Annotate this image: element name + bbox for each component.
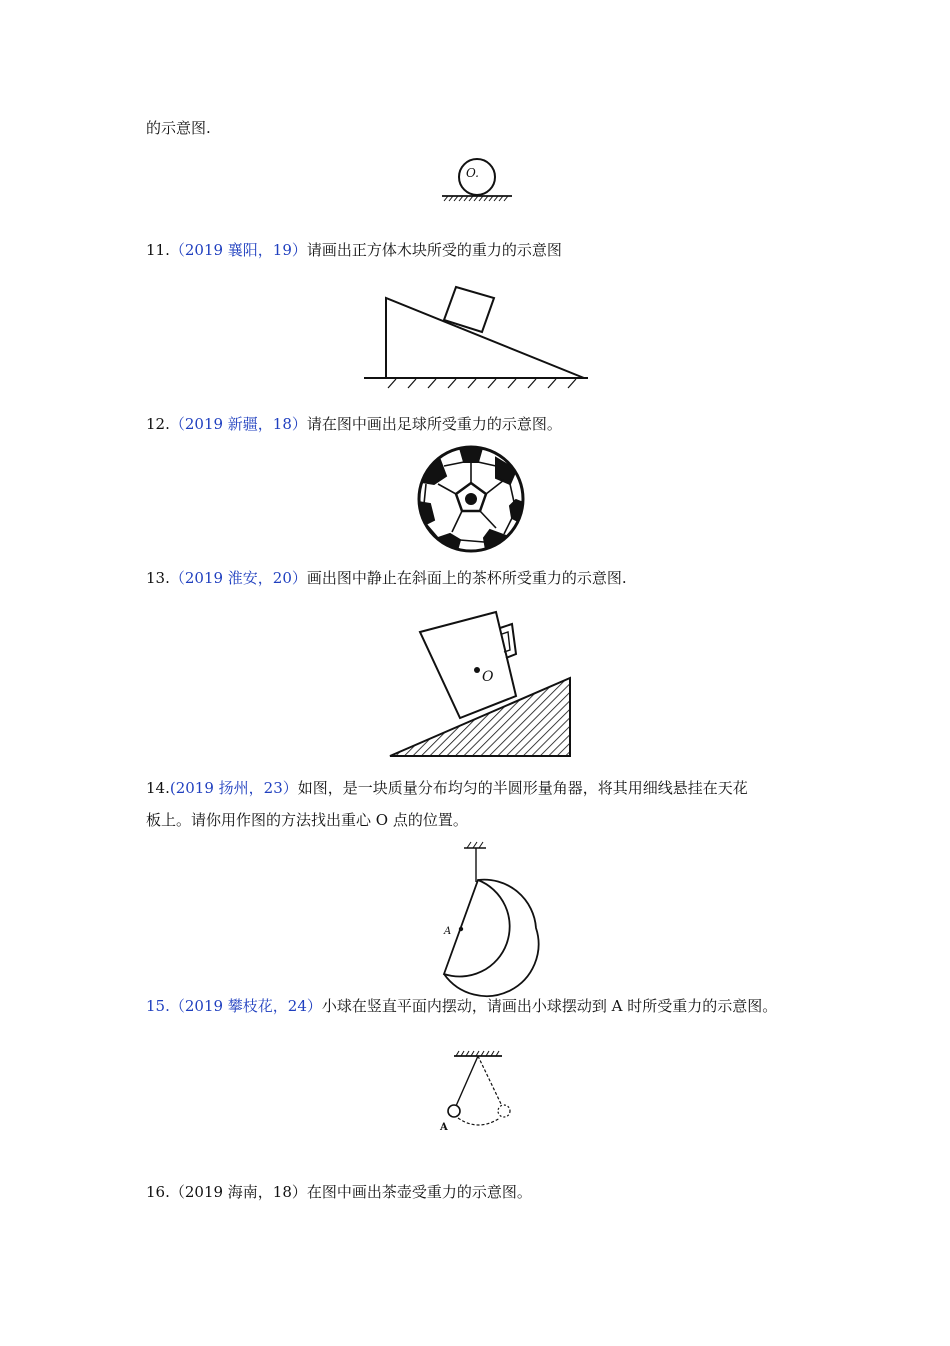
question-number: 12. [146, 415, 170, 433]
pendulum-string-dashed [478, 1056, 502, 1106]
question-number: 16. [146, 1183, 170, 1201]
ball-on-ground-figure [438, 154, 518, 206]
cup-center-label: O [482, 669, 494, 685]
question-source: （2019 攀枝花，24） [169, 997, 322, 1015]
question-text: 如图，是一块质量分布均匀的半圆形量角器，将其用细线悬挂在天花 [297, 779, 748, 797]
question-12 [146, 414, 562, 434]
question-text: 在图中画出茶壶受重力的示意图。 [306, 1183, 532, 1201]
block-on-incline-figure [360, 280, 592, 396]
pendulum-figure [438, 1048, 518, 1132]
pendulum-ball [448, 1105, 460, 1117]
ball-center-label: O. [466, 166, 479, 180]
question-text: 请画出正方体木块所受的重力的示意图 [306, 241, 562, 259]
question-14-continued: 板上。请你用作图的方法找出重心 O 点的位置。 [146, 811, 468, 829]
question-source: （2019 新疆，18） [169, 415, 307, 433]
pendulum-point-label: A [440, 1122, 448, 1133]
question-source: （2019 襄阳，19） [169, 241, 307, 259]
protractor-semicircle [444, 880, 510, 977]
question-number: 14. [146, 779, 170, 797]
question-11 [146, 240, 562, 260]
hanging-protractor-figure [436, 842, 546, 978]
question-number: 13. [146, 569, 170, 587]
point-a-label: A [444, 926, 452, 937]
pendulum-string [456, 1056, 478, 1106]
swing-arc [458, 1118, 500, 1125]
question-15 [146, 996, 777, 1016]
intro-tail-text: 的示意图. [146, 119, 211, 137]
pendulum-ball-dashed [498, 1105, 510, 1117]
point-a-dot [459, 927, 463, 931]
question-number: 15. [146, 997, 170, 1015]
question-13 [146, 568, 627, 588]
football-figure [416, 444, 526, 554]
cup-on-incline-figure [388, 602, 574, 760]
question-14 [146, 778, 748, 798]
question-source: (2019 扬州，23） [169, 779, 298, 797]
question-text: 画出图中静止在斜面上的茶杯所受重力的示意图. [306, 569, 627, 587]
question-text: 请在图中画出足球所受重力的示意图。 [306, 415, 562, 433]
cup-center-dot [474, 667, 480, 673]
question-text: 小球在竖直平面内摆动，请画出小球摆动到 A 时所受重力的示意图。 [321, 997, 778, 1015]
question-16 [146, 1182, 532, 1202]
question-source: （2019 淮安，20） [169, 569, 307, 587]
question-source: （2019 海南，18） [169, 1183, 307, 1201]
incline-triangle [386, 298, 584, 378]
question-number: 11. [146, 241, 170, 259]
